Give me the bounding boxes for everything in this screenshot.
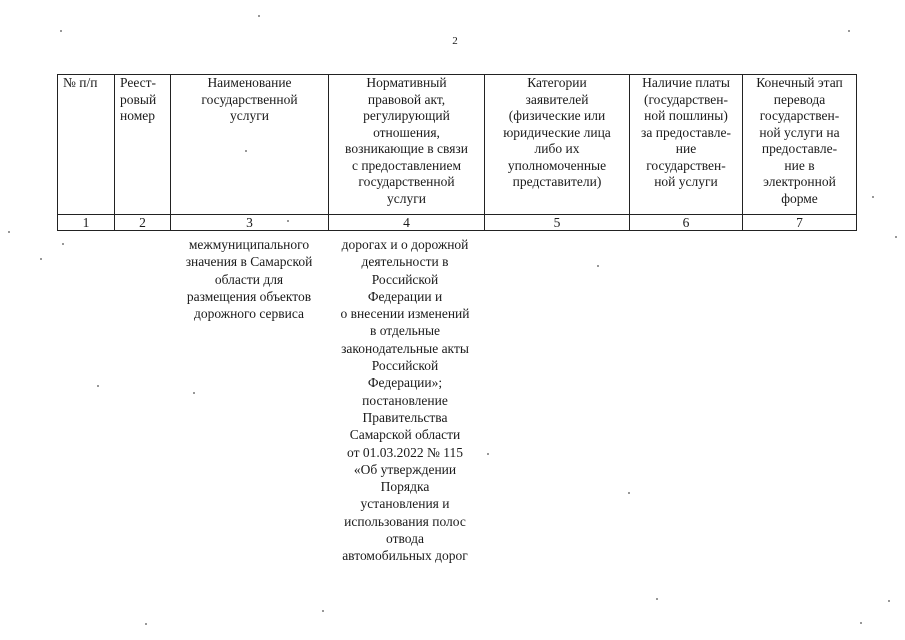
column-number-row: [58, 215, 857, 231]
scan-speck: [60, 30, 62, 32]
scan-speck: [888, 600, 890, 602]
column-number-cell: 2: [115, 215, 171, 231]
scan-speck: [258, 15, 260, 17]
scan-speck: [487, 453, 489, 455]
scan-speck: [8, 231, 10, 233]
column-number-cell: 3: [171, 215, 329, 231]
header-row: [58, 75, 857, 215]
header-cell-final-stage: Конечный этап перевода государствен- ной услуги на предоставле- ние в электронной форме: [743, 75, 857, 215]
scan-speck: [860, 622, 862, 624]
scan-speck: [245, 150, 247, 152]
header-cell-legal-act: Нормативный правовой акт, регулирующий отношения, возникающие в связи с предоставлением государственной услуги: [329, 75, 485, 215]
column-number-cell: 4: [329, 215, 485, 231]
scan-speck: [193, 392, 195, 394]
scan-speck: [895, 236, 897, 238]
scan-speck: [656, 598, 658, 600]
scan-speck: [62, 243, 64, 245]
scan-speck: [872, 196, 874, 198]
header-cell-service-name: Наименование государственной услуги: [171, 75, 329, 215]
header-cell-registry-number: Реест- ровый номер: [115, 75, 171, 215]
legal-act-continuation: дорогах и о дорожной деятельности в Российской Федерации и о внесении изменений в отдельные законодательные акты Российской Федерации»; постановление Правительства Самарской области от 01.03.2022 № 115 «Об утверждении Порядка установления и использования полос отвода автомобильных дорог: [340, 237, 470, 564]
header-cell-fee: Наличие платы (государствен- ной пошлины) за предоставле- ние государствен- ной услуги: [630, 75, 743, 215]
scan-speck: [287, 220, 289, 222]
column-number-cell: 1: [58, 215, 115, 231]
header-cell-applicant-categories: Категории заявителей (физические или юридические лица либо их уполномоченные представители): [485, 75, 630, 215]
scan-speck: [97, 385, 99, 387]
header-cell-number: № п/п: [58, 75, 115, 215]
page-number: 2: [452, 35, 458, 47]
services-table: [57, 74, 857, 231]
scan-speck: [597, 265, 599, 267]
column-number-cell: 5: [485, 215, 630, 231]
scan-speck: [628, 492, 630, 494]
column-number-cell: 7: [743, 215, 857, 231]
scan-speck: [145, 623, 147, 625]
service-name-continuation: межмуниципального значения в Самарской области для размещения объектов дорожного сервиса: [185, 237, 313, 322]
scan-speck: [322, 610, 324, 612]
scan-speck: [40, 258, 42, 260]
scan-speck: [848, 30, 850, 32]
column-number-cell: 6: [630, 215, 743, 231]
